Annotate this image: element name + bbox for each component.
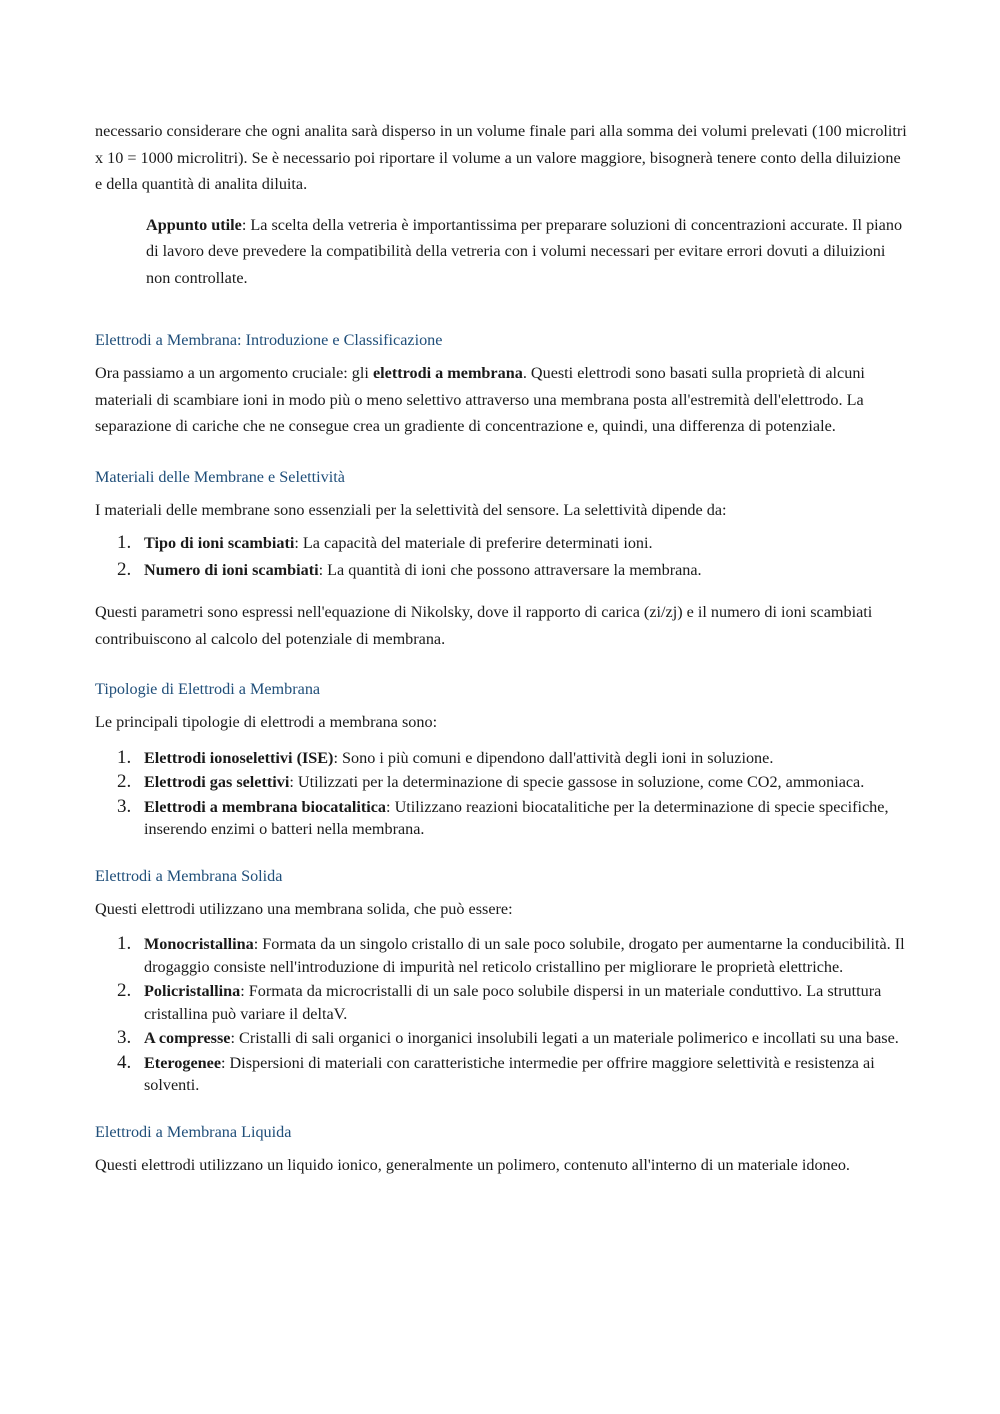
item-term: Elettrodi gas selettivi (144, 773, 290, 791)
list-number: 1. (117, 746, 132, 768)
list-number: 3. (117, 1027, 132, 1048)
note-paragraph (146, 212, 907, 292)
section-title-materials: Materiali delle Membrane e Selettività (95, 467, 345, 486)
list-number: 4. (117, 1051, 132, 1073)
item-text: : La capacità del materiale di preferire determinati ioni. (294, 534, 653, 552)
item-text: : Formata da un singolo cristallo di un sale poco solubile, drogato per aumentarne la conducibilità. Il drogaggio consiste nell'introduzione di impurità nel reticolo cristallino per migliorare le proprietà elettriche. (144, 935, 905, 976)
materials-paragraph: I materiali delle membrane sono essenziali per la selettività del sensore. La selettività dipende da: (95, 500, 727, 519)
list-item (95, 747, 907, 770)
section-title-types: Tipologie di Elettrodi a Membrana (95, 680, 321, 698)
list-number: 2. (117, 980, 132, 1001)
solid-list (95, 933, 907, 1097)
materials-list (95, 532, 907, 581)
item-term: Numero di ioni scambiati (144, 560, 319, 579)
item-text: : Formata da microcristalli di un sale poco solubile dispersi in un materiale conduttivo. La struttura cristallina può variare il deltaV. (144, 982, 882, 1023)
types-list (95, 747, 907, 841)
item-term: Elettrodi a membrana biocatalitica (144, 797, 387, 816)
list-item (95, 771, 907, 794)
item-term: Monocristallina (144, 935, 254, 953)
list-item (95, 1052, 907, 1097)
list-item (95, 980, 907, 1025)
section-title-liquid: Elettrodi a Membrana Liquida (95, 1122, 292, 1141)
item-term: A compresse (144, 1029, 231, 1047)
liquid-paragraph: Questi elettrodi utilizzano un liquido ionico, generalmente un polimero, contenuto all'interno di un materiale idoneo. (95, 1155, 850, 1174)
membrane-electrodes-paragraph (95, 360, 907, 440)
bold-term: elettrodi a membrana (372, 364, 523, 382)
types-paragraph: Le principali tipologie di elettrodi a membrana sono: (95, 713, 438, 731)
item-text: : La quantità di ioni che possono attraversare la membrana. (318, 560, 702, 579)
item-text: : Utilizzati per la determinazione di specie gassose in soluzione, come CO2, ammoniaca. (289, 773, 865, 791)
text-span: Ora passiamo a un argomento cruciale: gli (95, 364, 373, 382)
list-number: 3. (117, 795, 132, 817)
list-number: 2. (117, 558, 132, 580)
list-number: 1. (117, 532, 132, 553)
item-term: Tipo di ioni scambiati (144, 534, 295, 552)
item-text: : Utilizzano reazioni biocatalitiche per la determinazione di specie specifiche, inserendo enzimi o batteri nella membrana. (144, 797, 889, 838)
list-item (95, 796, 907, 841)
item-term: Elettrodi ionoselettivi (ISE) (144, 748, 334, 767)
note-label: Appunto utile (146, 215, 242, 234)
section-title-membrane-electrodes: Elettrodi a Membrana: Introduzione e Classificazione (95, 331, 443, 349)
item-term: Policristallina (144, 982, 241, 1000)
note-text: : La scelta della vetreria è importantissima per preparare soluzioni di concentrazioni accurate. Il piano di lavoro deve prevedere la compatibilità della vetreria con i volumi necessari per evitare errori dovuti a diluizioni non controllate. (146, 215, 903, 287)
list-number: 1. (117, 933, 132, 954)
section-title-solid: Elettrodi a Membrana Solida (95, 866, 283, 885)
list-item (95, 532, 907, 555)
item-text: : Dispersioni di materiali con caratteristiche intermedie per offrire maggiore selettività e resistenza ai solventi. (144, 1053, 875, 1094)
item-text: : Sono i più comuni e dipendono dall'attività degli ioni in soluzione. (333, 748, 774, 767)
list-item (95, 933, 907, 978)
solid-paragraph: Questi elettrodi utilizzano una membrana solida, che può essere: (95, 899, 513, 918)
item-text: : Cristalli di sali organici o inorganici insolubili legati a un materiale polimerico e incollati su una base. (230, 1029, 899, 1047)
list-item (95, 559, 907, 582)
text-span: . Questi elettrodi sono basati sulla proprietà di alcuni materiali di scambiare ioni in modo più o meno selettivo attraverso una membrana posta all'estremità dell'elettrodo. La separazione di cariche che ne consegue crea un gradiente di concentrazione e, quindi, una differenza di potenziale. (95, 364, 865, 435)
list-item (95, 1027, 907, 1050)
document-page (95, 118, 907, 1178)
intro-paragraph: necessario considerare che ogni analita sarà disperso in un volume finale pari alla somma dei volumi prelevati (100 microlitri x 10 = 1000 microlitri). Se è necessario poi riportare il volume a un valore maggiore, bisognerà tenere conto della diluizione e della quantità di analita diluita. (95, 122, 907, 193)
nikolsky-paragraph: Questi parametri sono espressi nell'equazione di Nikolsky, dove il rapporto di carica (zi/zj) e il numero di ioni scambiati contribuiscono al calcolo del potenziale di membrana. (95, 603, 873, 648)
list-number: 2. (117, 771, 132, 792)
item-term: Eterogenee (144, 1053, 222, 1072)
